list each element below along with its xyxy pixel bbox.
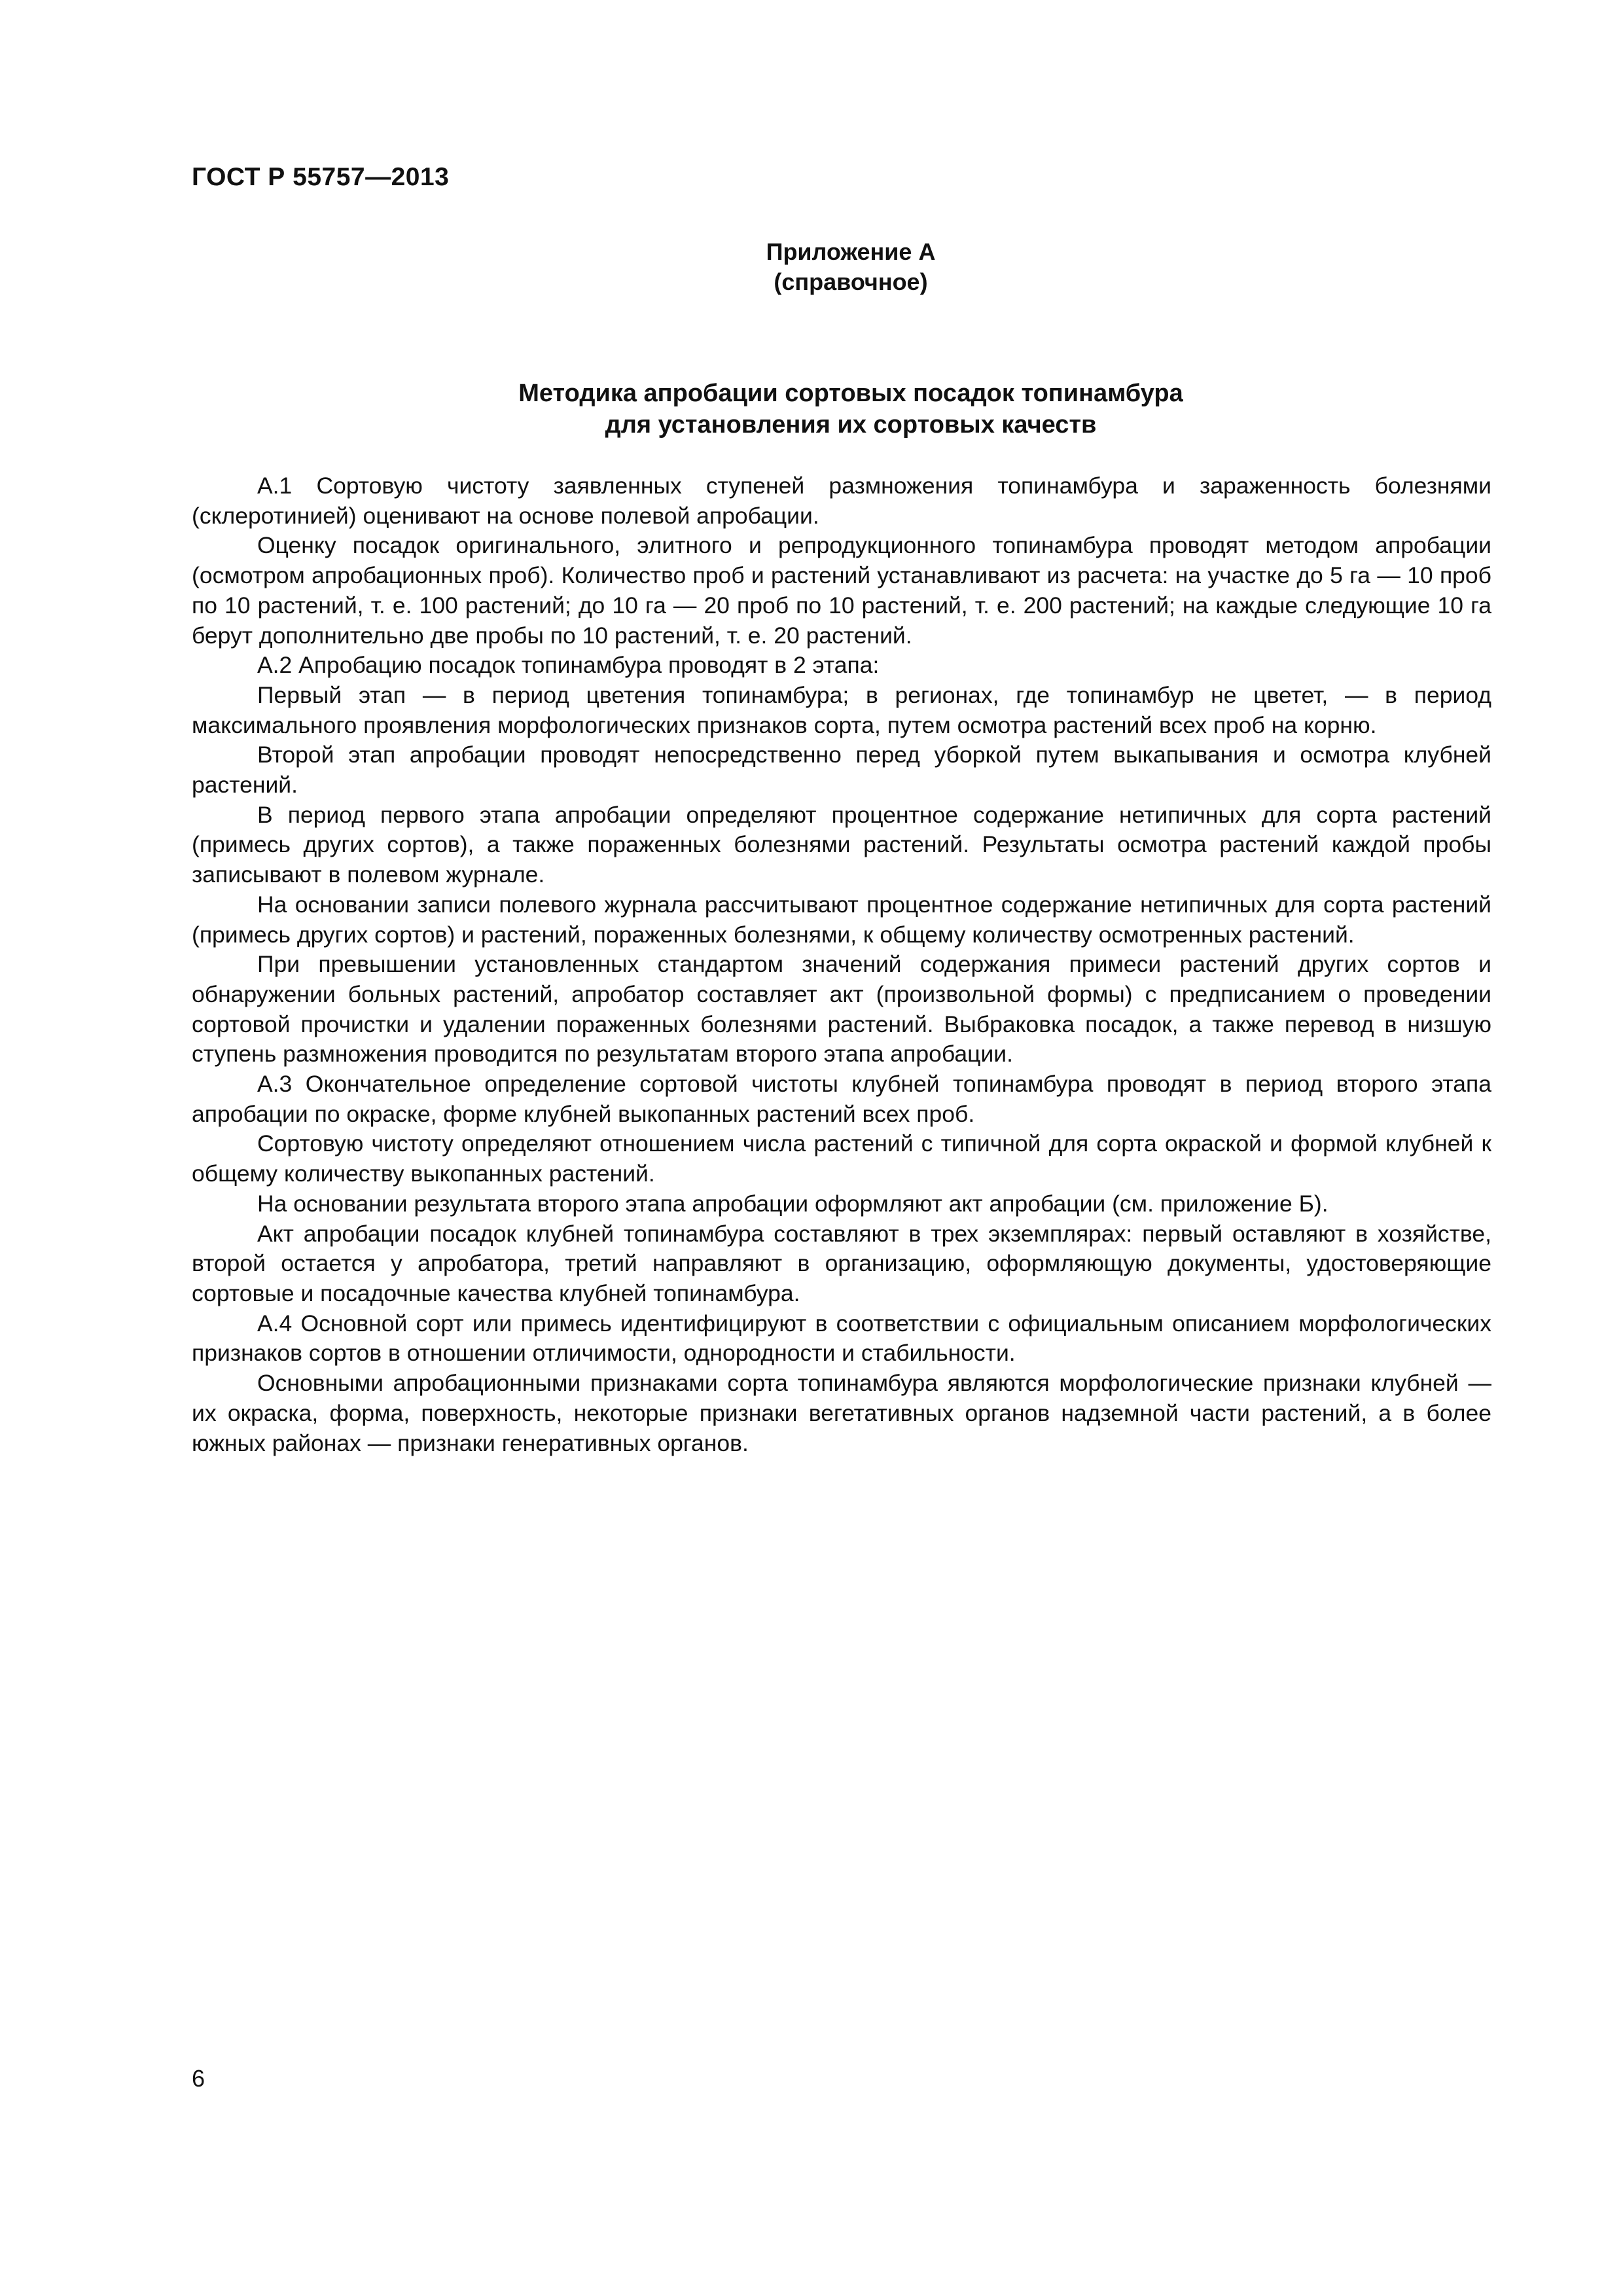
section-title-line-2: для установления их сортовых качеств [605,411,1097,439]
paragraph: На основании записи полевого журнала рассчитывают процентное содержание нетипичных для сорта растений (примесь других сортов) и растений, пораженных болезнями, к общему количеству осмотренных растений. [192,891,1491,948]
paragraph: Сортовую чистоту определяют отношением числа растений с типичной для сорта окраской и формой клубней к общему количеству выкопанных растений. [192,1130,1491,1187]
paragraph: В период первого этапа апробации определяют процентное содержание нетипичных для сорта растений (примесь других сортов), а также пораженных болезнями растений. Результаты осмотра растений каждой пробы записывают в полевом журнале. [192,801,1491,888]
annex-heading [681,237,1021,297]
paragraph: При превышении установленных стандартом значений содержания примеси растений других сортов и обнаружении больных растений, апробатор составляет акт (произвольной формы) с предписанием о проведении сортовой прочистки и удалении пораженных болезнями растений. Выбраковка посадок, а также перевод в низшую ступень размножения проводится по результатам второго этапа апробации. [192,951,1491,1067]
page-number: 6 [192,2065,205,2092]
paragraph-a3: А.3 Окончательное определение сортовой чистоты клубней топинамбура проводят в период второго этапа апробации по окраске, форме клубней выкопанных растений всех проб. [192,1071,1491,1127]
section-title-line-1: Методика апробации сортовых посадок топинамбура [518,380,1183,407]
paragraph: Основными апробационными признаками сорта топинамбура являются морфологические признаки клубней — их окраска, форма, поверхность, некоторые признаки вегетативных органов надземной части растений, а в более южных районах — признаки генеративных органов. [192,1370,1491,1456]
annex-label: Приложение А [766,238,936,265]
document-standard-number: ГОСТ Р 55757—2013 [192,163,450,191]
paragraph: На основании результата второго этапа апробации оформляют акт апробации (см. приложение Б). [257,1190,1329,1217]
paragraph-a1: А.1 Сортовую чистоту заявленных ступеней размножения топинамбура и зараженность болезнями (склеротинией) оценивают на основе полевой апробации. [192,473,1491,529]
paragraph: Второй этап апробации проводят непосредственно перед уборкой путем выкапывания и осмотра клубней растений. [192,742,1491,798]
paragraph: Первый этап — в период цветения топинамбура; в регионах, где топинамбур не цветет, — в период максимального проявления морфологических признаков сорта, путем осмотра растений всех проб на корню. [192,681,1491,738]
paragraph: Оценку посадок оригинального, элитного и репродукционного топинамбура проводят методом апробации (осмотром апробационных проб). Количество проб и растений устанавливают из расчета: на участке до 5 га — 10 проб по 10 растений, т. е. 100 растений; до 10 га — 20 проб по 10 растений, т. е. 200 растений; на каждые следующие 10 га берут дополнительно две пробы по 10 растений, т. е. 20 растений. [192,532,1491,649]
annex-type: (справочное) [774,268,928,295]
paragraph-a4: А.4 Основной сорт или примесь идентифицируют в соответствии с официальным описанием морфологических признаков сортов в отношении отличимости, однородности и стабильности. [192,1310,1491,1367]
paragraph-a2: А.2 Апробацию посадок топинамбура проводят в 2 этапа: [257,652,880,679]
paragraph: Акт апробации посадок клубней топинамбура составляют в трех экземплярах: первый оставляют в хозяйстве, второй остается у апробатора, третий направляют в организацию, оформляющую документы, удостоверяющие сортовые и посадочные качества клубней топинамбура. [192,1220,1491,1306]
section-title [366,378,1335,440]
body-text [192,471,1491,1458]
